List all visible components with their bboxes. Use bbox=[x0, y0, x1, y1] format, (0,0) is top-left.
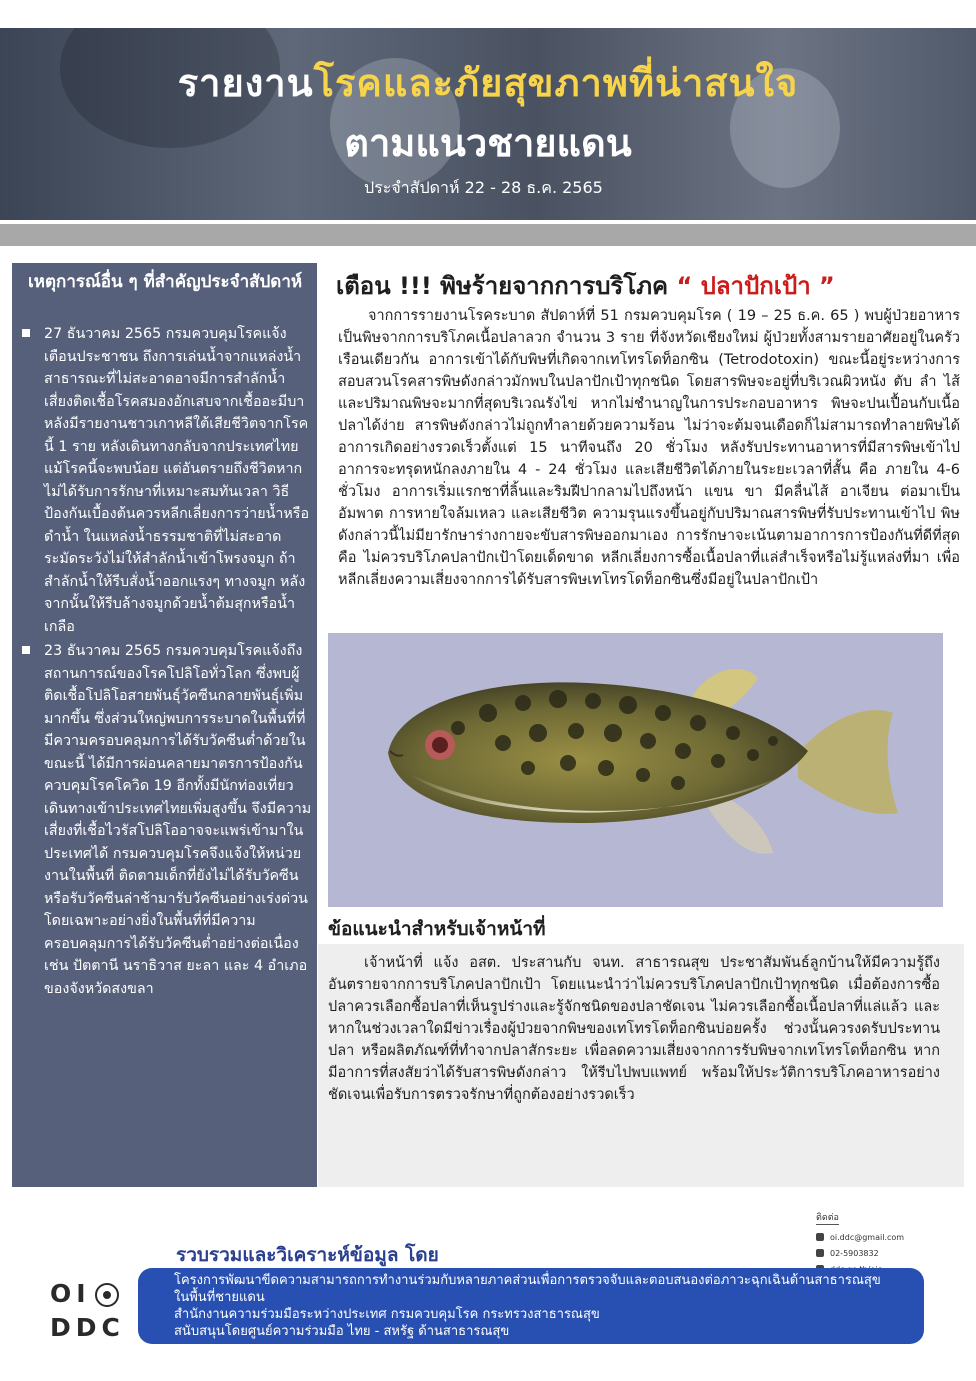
footer-box bbox=[138, 1268, 924, 1344]
oi-ddc-logo bbox=[50, 1277, 130, 1345]
email-icon bbox=[816, 1233, 824, 1241]
contact-email[interactable]: oi.ddc@gmail.com bbox=[830, 1232, 905, 1242]
list-item: 23 ธันวาคม 2565 กรมควบคุมโรคแจ้งถึงสถานการณ์ของโรคโปลิโอทั่วโลก ซึ่งพบผู้ติดเชื้อโปลิโอสายพันธุ์วัคซีนกลายพันธุ์เพิ่มมากขึ้น ซึ่งส่วนใหญ่พบการระบาดในพื้นที่ที่มีความครอบคลุมการได้รับวัคซีนต่ำด้วยในขณะนี้ ได้มีการผ่อนคลายมาตรการป้องกันควบคุมโรคโควิด 19 อีกทั้งมีนักท่องเที่ยวเดินทางเข้าประเทศไทยเพิ่มสูงขึ้น จึงมีความเสี่ยงที่เชื้อไวรัสโปลิโออาจจะแพร่เข้ามาในประเทศได้ กรมควบคุมโรคจึงแจ้งให้หน่วยงานในพื้นที่ ติดตามเด็กที่ยังไม่ได้รับวัคซีนหรือรับวัคซีนล่าช้ามารับวัคซีนอย่างเร่งด่วน โดยเฉพาะอย่างยิ่งในพื้นที่ที่มีความครอบคลุมการได้รับวัคซีนต่ำอย่างต่อเนื่อง เช่น ปัตตานี นราธิวาส ยะลา และ 4 อำเภอของจังหวัดสงขลา bbox=[20, 640, 312, 1000]
contact-email-row bbox=[816, 1229, 916, 1245]
sidebar-other-events bbox=[12, 263, 317, 1187]
recommendation-body: เจ้าหน้าที่ แจ้ง อสต. ประสานกับ จนท. สาธารณสุข ประชาสัมพันธ์ลูกบ้านให้มีความรู้ถึงอันตรายจากการบริโภคปลาปักเป้า โดยแนะนำว่าไม่ควรบริโภคปลาปักเป้าทุกชนิด เมื่อต้องการซื้อปลาควรเลือกซื้อปลาที่เห็นรูปร่างและรู้จักชนิดของปลาชัดเจน ไม่ควรเลือกซื้อเนื้อปลาที่แล่แล้ว และหากในช่วงเวลาใดมีข่าวเรื่องผู้ป่วยจากพิษของเทโทรโดท็อกซินบ่อยครั้ง ช่วงนั้นควรงดรับประทานปลา หรือผลิตภัณฑ์ที่ทำจากปลาสักระยะ เพื่อลดความเสี่ยงจากการรับพิษจากเทโทรโดท็อกซิน หากมีอาการที่สงสัยว่าได้รับสารพิษดังกล่าว ให้รีบไปพบแพทย์ พร้อมให้ประวัติการบริโภคอาหารอย่างชัดเจนเพื่อรับการตรวจรักษาที่ถูกต้องอย่างรวดเร็ว bbox=[328, 955, 940, 1103]
logo-line2: DDC bbox=[50, 1313, 125, 1342]
contact-phone-row bbox=[816, 1245, 916, 1261]
sidebar-title: เหตุการณ์อื่น ๆ ที่สำคัญประจำสัปดาห์ bbox=[28, 272, 303, 292]
article-title: เตือน !!! พิษร้ายจากการบริโภค “ ปลาปักเป้า ” bbox=[336, 272, 835, 300]
eye-icon bbox=[95, 1283, 119, 1307]
footer-line: สนับสนุนโดยศูนย์ความร่วมมือ ไทย - สหรัฐ ด้านสาธารณสุข bbox=[174, 1324, 510, 1339]
page-title: รายงานโรคและภัยสุขภาพที่น่าสนใจ bbox=[177, 61, 799, 105]
sidebar-list bbox=[20, 323, 312, 1002]
compiled-by-title: รวบรวมและวิเคราะห์ข้อมูล โดย bbox=[176, 1244, 439, 1266]
article-body: จากการรายงานโรคระบาด สัปดาห์ที่ 51 กรมควบคุมโรค ( 19 – 25 ธ.ค. 65 ) พบผู้ป่วยอาหารเป็นพิษจากการบริโภคเนื้อปลาลวก จำนวน 3 ราย ที่จังหวัดเชียงใหม่ ผู้ป่วยทั้งสามรายอาศัยอยู่ในครัวเรือนเดียวกัน อาการเข้าได้กับพิษที่เกิดจากเทโทรโดท็อกซิน (Tetrodotoxin) ขณะนี้อยู่ระหว่างการสอบสวนโรคสารพิษดังกล่าวมักพบในปลาปักเป้าทุกชนิด โดยสารพิษจะอยู่ที่บริเวณผิวหนัง ตับ ลำ ไส้ และปริมาณพิษจะมากที่สุดบริเวณรังไข่ หากไม่ชำนาญในการประกอบอาหาร พิษจะปนเปื้อนกับเนื้อปลาได้ง่าย สารพิษดังกล่าวไม่ถูกทำลายด้วยความร้อน ไม่ว่าจะต้มจนเดือดก็ไม่สามารถทำลายพิษได้ อาการเกิดอย่างรวดเร็วตั้งแต่ 15 นาทีจนถึง 20 ชั่วโมง หลังรับประทานอาหารที่มีสารพิษเข้าไป อาการจะทรุดหนักลงภายใน 4 - 24 ชั่วโมง และเสียชีวิตได้ภายในระยะเวลาที่สั้น คือ ภายใน 4-6 ชั่วโมง อาการเริ่มแรกชาที่ลิ้นและริมฝีปากลามไปถึงหน้า แขน ขา มีคลื่นไส้ อาเจียน ต่อมาเป็นอัมพาต การหายใจล้มเหลว และเสียชีวิต ความรุนแรงขึ้นอยู่กับปริมาณสารพิษที่รับประทานเข้าไป พิษดังกล่าวนี้ไม่มียารักษาร่างกายจะขับสารพิษออกมาเอง การรักษาจะเน้นตามอาการการป้องกันที่ดีที่สุด คือ ไม่ควรบริโภคปลาปักเป้าโดยเด็ดขาด หลีกเลี่ยงการซื้อเนื้อปลาที่แล่สำเร็จหรือไม่รู้แหล่งที่มา เพื่อหลีกเลี่ยงความเสี่ยงจากการได้รับสารพิษเทโทรโดท็อกซินซึ่งมีอยู่ในปลาปักเป้า bbox=[338, 308, 960, 588]
page-title-line2: ตามแนวชายแดน bbox=[344, 121, 632, 165]
phone-icon bbox=[816, 1249, 824, 1257]
contact-phone[interactable]: 02-5903832 bbox=[830, 1248, 879, 1258]
logo-line1: OI bbox=[50, 1277, 130, 1311]
contact-box bbox=[816, 1210, 916, 1277]
recommendation-title: ข้อแนะนำสำหรับเจ้าหน้าที่ bbox=[328, 918, 546, 940]
contact-title: ติดต่อ bbox=[816, 1210, 839, 1225]
list-item: 27 ธันวาคม 2565 กรมควบคุมโรคแจ้งเตือนประชาชน ถึงการเล่นน้ำจากแหล่งน้ำสาธารณะที่ไม่สะอาดอาจมีการสำลักน้ำ เสี่ยงติดเชื้อโรคสมองอักเสบจากเชื้ออะมีบา หลังมีรายงานชาวเกาหลีใต้เสียชีวิตจากโรคนี้ 1 ราย หลังเดินทางกลับจากประเทศไทย แม้โรคนี้จะพบน้อย แต่อันตรายถึงชีวิตหากไม่ได้รับการรักษาที่เหมาะสมทันเวลา วิธีป้องกันเบื้องต้นควรหลีกเลี่ยงการว่ายน้ำหรือดำน้ำ ในแหล่งน้ำธรรมชาติที่ไม่สะอาด ระมัดระวังไม่ให้สำลักน้ำเข้าโพรงจมูก ถ้าสำลักน้ำให้รีบสั่งน้ำออกแรงๆ ทางจมูก หลังจากนั้นให้รีบล้างจมูกด้วยน้ำต้มสุกหรือน้ำเกลือ bbox=[20, 323, 312, 638]
bullet-icon bbox=[22, 646, 30, 654]
week-label: ประจำสัปดาห์ 22 - 28 ธ.ค. 2565 bbox=[364, 178, 603, 197]
bullet-icon bbox=[22, 329, 30, 337]
pufferfish-image bbox=[328, 633, 943, 907]
footer-line: โครงการพัฒนาขีดความสามารถการทำงานร่วมกับหลายภาคส่วนเพื่อการตรวจจับและตอบสนองต่อภาวะฉุกเฉินด้านสาธารณสุข bbox=[174, 1273, 881, 1288]
pufferfish-illustration bbox=[328, 633, 943, 907]
footer-line: สำนักงานความร่วมมือระหว่างประเทศ กรมควบคุมโรค กระทรวงสาธารณสุข bbox=[174, 1307, 600, 1322]
divider-bar bbox=[0, 224, 976, 246]
recommendation-box bbox=[318, 944, 964, 1187]
footer-line: ในพื้นที่ชายแดน bbox=[174, 1290, 265, 1305]
